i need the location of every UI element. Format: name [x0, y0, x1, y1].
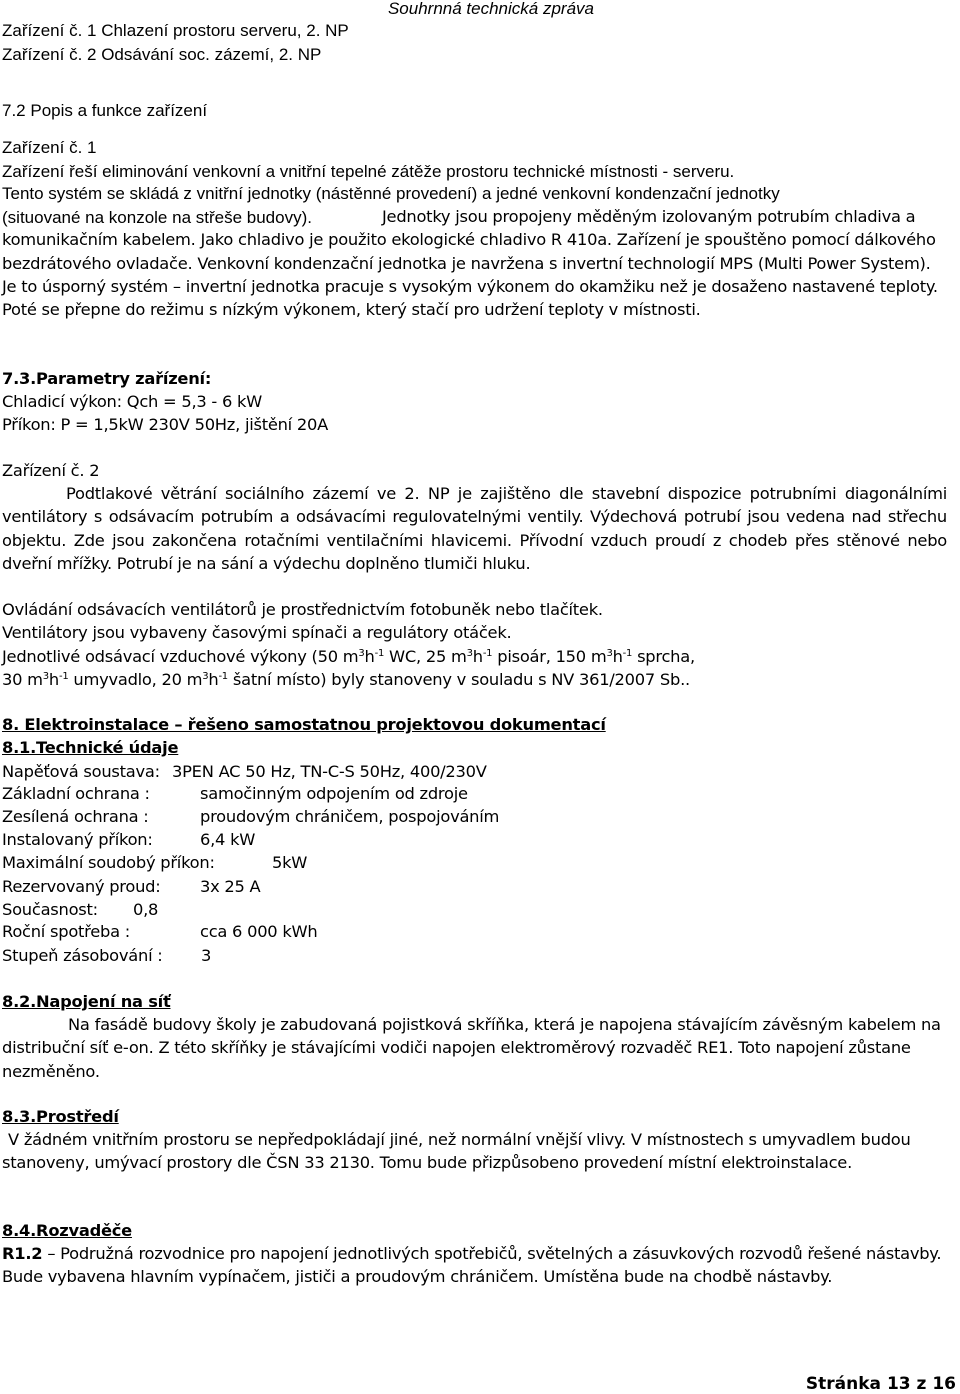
header-line-2: Zařízení č. 2 Odsávání soc. zázemí, 2. NP: [2, 45, 322, 64]
tech-value: cca 6 000 kWh: [200, 922, 318, 941]
device-2-timers: Ventilátory jsou vybaveny časovými spínači a regulátory otáček.: [2, 623, 512, 642]
tech-value: 3x 25 A: [200, 877, 261, 896]
tech-label: Současnost:: [2, 900, 98, 919]
section-8-4-title: 8.4.Rozvaděče: [2, 1221, 132, 1240]
section-8-3-text: V žádném vnitřním prostoru se nepředpokládají jiné, než normální vnější vlivy. V místnostech s umyvadlem budou stanoveny, umývací prostory dle ČSN 33 2130. Tomu bude přizpůsobeno provedení místní elektroinstalace.: [2, 1130, 911, 1173]
device-1-label: Zařízení č. 1: [2, 138, 97, 157]
report-title: Souhrnná technická zpráva: [387, 0, 594, 18]
tech-label: Instalovaný příkon:: [2, 830, 153, 849]
air-flows-line-1: Jednotlivé odsávací vzduchové výkony (50 $m^3h^{-1}$ WC, 25 $m^3h^{-1}$ pisoár, 150 $m^3h^{-1}$ sprcha,: [2, 647, 695, 666]
tech-label: Zesílená ochrana :: [2, 807, 149, 826]
section-8-2-title: 8.2.Napojení na síť: [2, 992, 171, 1011]
section-7-2-title: 7.2 Popis a funkce zařízení: [2, 101, 208, 120]
device-1-text: Jednotky jsou propojeny měděným izolovaným potrubím chladiva a komunikačním kabelem. Jako chladivo je použito ekologické chladivo R 410a. Zařízení je spouštěno pomocí dálkového bezdrátového ovladače. Venkovní kondenzační jednotka je navržena s invertní technologií MPS (Multi Power System). Je to úsporný systém – invertní jednotka pracuje s vysokým výkonem do okamžiku než je dosaženo nastavené teploty. Poté se přepne do režimu s nízkým výkonem, který stačí pro udržení teploty v místnosti.: [2, 207, 938, 320]
r12-label: R1.2: [2, 1244, 43, 1263]
tech-value: samočinným odpojením od zdroje: [200, 784, 468, 803]
tech-label: Maximální soudobý příkon:: [2, 853, 215, 872]
device-2-control: Ovládání odsávacích ventilátorů je prostřednictvím fotobuněk nebo tlačítek.: [2, 600, 603, 619]
tech-label: Rezervovaný proud:: [2, 877, 161, 896]
param-input: Příkon: P = 1,5kW 230V 50Hz, jištění 20A: [2, 415, 328, 434]
r12-text: – Podružná rozvodnice pro napojení jednotlivých spotřebičů, světelných a zásuvkových rozvodů řešené nástavby. Bude vybavena hlavním vypínačem, jističi a proudovým chráničem. Umístěna bude na chodbě nástavby.: [2, 1244, 942, 1287]
section-8-1-title: 8.1.Technické údaje: [2, 738, 179, 757]
device-2-paragraph: Podtlakové větrání sociálního zázemí ve 2. NP je zajištěno dle stavební dispozice potrubními diagonálními ventilátory s odsávacím potrubím a odsávacími regulovatelnými ventily. Výdechová potrubí jsou vedena nad střechu objektu. Zde jsou zakončena rotačními ventilačními hlavicemi. Přívodní vzduch proudí z chodeb přes stěnové nebo dveřní mřížky. Potrubí je na sání a výdechu doplněno tlumiči hluku.: [2, 484, 947, 573]
tech-label: Stupeň zásobování :: [2, 946, 163, 965]
page-number: Stránka 13 z 16: [805, 1374, 956, 1394]
device-1-line-1: Zařízení řeší eliminování venkovní a vnitřní tepelné zátěže prostoru technické místnosti - serveru.: [2, 162, 735, 181]
tech-label: Roční spotřeba :: [2, 922, 130, 941]
tech-value: 5kW: [272, 853, 308, 872]
tech-value: 6,4 kW: [200, 830, 256, 849]
tech-value: proudovým chráničem, pospojováním: [200, 807, 500, 826]
device-2-label: Zařízení č. 2: [2, 461, 100, 480]
tech-label: Napěťová soustava:: [2, 762, 160, 781]
tech-label: Základní ochrana :: [2, 784, 150, 803]
tech-value: 3: [201, 946, 212, 965]
tech-value: 3PEN AC 50 Hz, TN-C-S 50Hz, 400/230V: [172, 762, 487, 781]
param-power: Chladicí výkon: Qch = 5,3 - 6 kW: [2, 392, 263, 411]
section-8-2-text: Na fasádě budovy školy je zabudovaná pojistková skříňka, která je napojena stávajícím závěsným kabelem na distribuční síť e-on. Z této skříňky je stávajícími vodiči napojen elektroměrový rozvaděč RE1. Toto napojení zůstane nezměněno.: [2, 1015, 941, 1081]
tech-value: 0,8: [133, 900, 159, 919]
section-8-title: 8. Elektroinstalace – řešeno samostatnou projektovou dokumentací: [2, 715, 606, 734]
header-line-1: Zařízení č. 1 Chlazení prostoru serveru, 2. NP: [2, 21, 349, 40]
section-7-3-title: 7.3.Parametry zařízení:: [2, 369, 212, 388]
device-1-line-3: (situované na konzole na střeše budovy).: [2, 208, 312, 227]
air-flows-line-2: 30 $m^3h^{-1}$ umyvadlo, 20 $m^3h^{-1}$ šatní místo) byly stanoveny v souladu s NV 361/2007 Sb..: [2, 670, 690, 689]
r12-paragraph: [2, 1242, 947, 1289]
section-8-3-title: 8.3.Prostředí: [2, 1107, 119, 1126]
device-1-line-2: Tento systém se skládá z vnitřní jednotky (nástěnné provedení) a jedné venkovní kondenzační jednotky: [2, 184, 780, 203]
